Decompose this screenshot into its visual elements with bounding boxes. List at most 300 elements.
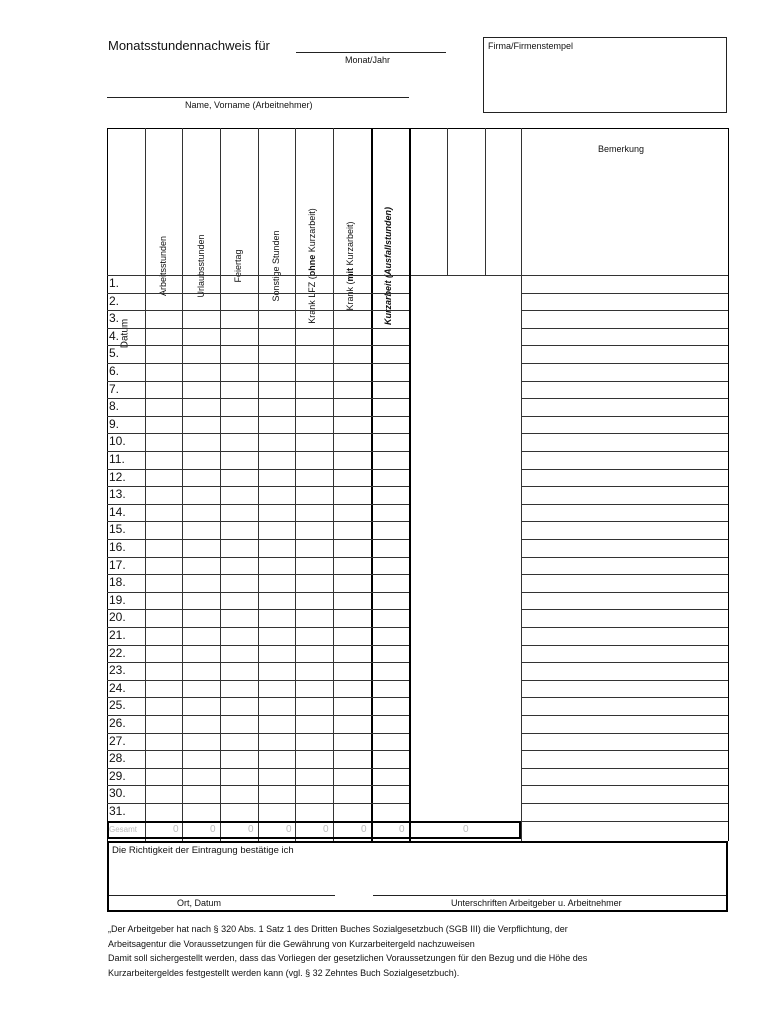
- hours-cell[interactable]: [334, 505, 370, 521]
- hours-cell[interactable]: [334, 522, 370, 538]
- hours-cell[interactable]: [221, 751, 257, 767]
- hours-cell[interactable]: [410, 487, 446, 503]
- hours-cell[interactable]: [410, 505, 446, 521]
- hours-cell[interactable]: [296, 329, 332, 345]
- hours-cell[interactable]: [259, 294, 294, 310]
- hours-cell[interactable]: [410, 329, 446, 345]
- hours-cell[interactable]: [259, 311, 294, 327]
- hours-cell[interactable]: [259, 769, 294, 785]
- hours-cell[interactable]: [372, 716, 408, 732]
- hours-cell[interactable]: [183, 751, 219, 767]
- hours-cell[interactable]: [410, 522, 446, 538]
- hours-cell[interactable]: [221, 329, 257, 345]
- hours-cell[interactable]: [259, 734, 294, 750]
- hours-cell[interactable]: [146, 346, 181, 362]
- hours-cell[interactable]: [146, 382, 181, 398]
- hours-cell[interactable]: [259, 663, 294, 679]
- hours-cell[interactable]: [146, 399, 181, 415]
- hours-cell[interactable]: [259, 382, 294, 398]
- remark-row-line: [521, 486, 728, 487]
- hours-cell[interactable]: [259, 329, 294, 345]
- hours-cell[interactable]: [410, 716, 446, 732]
- remark-row-line: [521, 609, 728, 610]
- hours-cell[interactable]: [372, 276, 408, 292]
- hours-cell[interactable]: [296, 276, 332, 292]
- hours-cell[interactable]: [183, 452, 219, 468]
- row-number: 29.: [109, 768, 126, 783]
- hours-cell[interactable]: [259, 716, 294, 732]
- hours-cell[interactable]: [259, 804, 294, 820]
- hours-cell[interactable]: [296, 769, 332, 785]
- hours-cell[interactable]: [372, 558, 408, 574]
- hours-cell[interactable]: [183, 610, 219, 626]
- hours-cell[interactable]: [372, 294, 408, 310]
- hours-cell[interactable]: [296, 522, 332, 538]
- hours-cell[interactable]: [183, 276, 219, 292]
- hours-cell[interactable]: [334, 610, 370, 626]
- hours-cell[interactable]: [372, 470, 408, 486]
- hours-cell[interactable]: [259, 505, 294, 521]
- hours-cell[interactable]: [296, 364, 332, 380]
- hours-cell[interactable]: [183, 663, 219, 679]
- hours-cell[interactable]: [221, 698, 257, 714]
- hours-cell[interactable]: [183, 417, 219, 433]
- row-number: 2.: [109, 293, 120, 308]
- hours-cell[interactable]: [146, 769, 181, 785]
- hours-cell[interactable]: [221, 575, 257, 591]
- hours-cell[interactable]: [221, 786, 257, 802]
- hours-cell[interactable]: [372, 399, 408, 415]
- hours-cell[interactable]: [372, 522, 408, 538]
- hours-cell[interactable]: [410, 646, 446, 662]
- hours-cell[interactable]: [296, 681, 332, 697]
- hours-cell[interactable]: [183, 593, 219, 609]
- hours-cell[interactable]: [259, 751, 294, 767]
- hours-cell[interactable]: [410, 698, 446, 714]
- company-stamp-box[interactable]: [483, 37, 727, 113]
- remark-row-line: [521, 328, 728, 329]
- hours-cell[interactable]: [410, 294, 446, 310]
- hours-cell[interactable]: [146, 434, 181, 450]
- remark-row-line: [521, 574, 728, 575]
- hours-cell[interactable]: [372, 804, 408, 820]
- hours-cell[interactable]: [296, 346, 332, 362]
- hours-cell[interactable]: [146, 663, 181, 679]
- hours-cell[interactable]: [183, 698, 219, 714]
- hours-cell[interactable]: [146, 558, 181, 574]
- hours-cell[interactable]: [372, 646, 408, 662]
- hours-cell[interactable]: [410, 593, 446, 609]
- hours-cell[interactable]: [372, 540, 408, 556]
- hours-cell[interactable]: [221, 399, 257, 415]
- hours-cell[interactable]: [334, 364, 370, 380]
- hours-cell[interactable]: [183, 734, 219, 750]
- hours-cell[interactable]: [221, 346, 257, 362]
- hours-cell[interactable]: [221, 522, 257, 538]
- row-number: 3.: [109, 311, 120, 326]
- hours-cell[interactable]: [146, 329, 181, 345]
- ort-datum-line[interactable]: [109, 895, 335, 896]
- row-number: 28.: [109, 751, 126, 766]
- row-number: 19.: [109, 592, 126, 607]
- remark-row-line: [521, 451, 728, 452]
- hours-cell[interactable]: [410, 346, 446, 362]
- hours-cell[interactable]: [183, 364, 219, 380]
- hours-cell[interactable]: [146, 540, 181, 556]
- hours-cell[interactable]: [183, 470, 219, 486]
- hours-cell[interactable]: [372, 575, 408, 591]
- hours-cell[interactable]: [296, 382, 332, 398]
- hours-cell[interactable]: [146, 610, 181, 626]
- hours-cell[interactable]: [410, 786, 446, 802]
- remark-row-line: [521, 398, 728, 399]
- hours-cell[interactable]: [183, 558, 219, 574]
- hours-cell[interactable]: [372, 663, 408, 679]
- hours-cell[interactable]: [334, 382, 370, 398]
- column-line: [485, 128, 486, 275]
- hours-cell[interactable]: [221, 734, 257, 750]
- hours-cell[interactable]: [259, 399, 294, 415]
- hours-cell[interactable]: [146, 311, 181, 327]
- hours-cell[interactable]: [334, 734, 370, 750]
- hours-cell[interactable]: [334, 769, 370, 785]
- row-number: 12.: [109, 469, 126, 484]
- hours-cell[interactable]: [221, 487, 257, 503]
- hours-cell[interactable]: [146, 786, 181, 802]
- hours-cell[interactable]: [259, 346, 294, 362]
- hours-cell[interactable]: [334, 311, 370, 327]
- hours-cell[interactable]: [296, 646, 332, 662]
- hours-cell[interactable]: [259, 610, 294, 626]
- legal-line-3: Damit soll sichergestellt werden, dass das Vorliegen der gesetzlichen Voraussetzungen für den Bezug und die Höhe des: [108, 953, 588, 963]
- hours-cell[interactable]: [146, 575, 181, 591]
- hours-cell[interactable]: [296, 558, 332, 574]
- total-value: 0: [248, 823, 254, 835]
- hours-cell[interactable]: [221, 417, 257, 433]
- hours-cell[interactable]: [146, 522, 181, 538]
- hours-cell[interactable]: [410, 434, 446, 450]
- hours-cell[interactable]: [183, 399, 219, 415]
- confirmation-text: Die Richtigkeit der Eintragung bestätige ich: [112, 845, 294, 856]
- hours-cell[interactable]: [146, 698, 181, 714]
- hours-cell[interactable]: [372, 311, 408, 327]
- hours-cell[interactable]: [334, 276, 370, 292]
- hours-cell[interactable]: [259, 540, 294, 556]
- signature-line[interactable]: [373, 895, 726, 896]
- header-datum: Datum: [119, 318, 131, 349]
- hours-cell[interactable]: [372, 628, 408, 644]
- hours-cell[interactable]: [334, 470, 370, 486]
- hours-cell[interactable]: [296, 593, 332, 609]
- hours-cell[interactable]: [410, 558, 446, 574]
- hours-cell[interactable]: [334, 804, 370, 820]
- hours-cell[interactable]: [410, 734, 446, 750]
- hours-cell[interactable]: [334, 540, 370, 556]
- hours-cell[interactable]: [410, 610, 446, 626]
- signature-label: Unterschriften Arbeitgeber u. Arbeitnehmer: [451, 898, 622, 908]
- hours-cell[interactable]: [183, 505, 219, 521]
- company-label: Firma/Firmenstempel: [488, 41, 574, 51]
- hours-cell[interactable]: [296, 505, 332, 521]
- hours-cell[interactable]: [410, 311, 446, 327]
- hours-cell[interactable]: [410, 575, 446, 591]
- hours-cell[interactable]: [183, 346, 219, 362]
- row-number: 23.: [109, 663, 126, 678]
- hours-cell[interactable]: [334, 593, 370, 609]
- table-border-top: [107, 128, 728, 129]
- hours-cell[interactable]: [183, 522, 219, 538]
- hours-cell[interactable]: [410, 382, 446, 398]
- hours-cell[interactable]: [334, 294, 370, 310]
- hours-cell[interactable]: [221, 804, 257, 820]
- hours-cell[interactable]: [146, 452, 181, 468]
- hours-cell[interactable]: [296, 804, 332, 820]
- hours-cell[interactable]: [146, 294, 181, 310]
- hours-cell[interactable]: [296, 294, 332, 310]
- hours-cell[interactable]: [183, 311, 219, 327]
- row-number: 11.: [109, 452, 125, 466]
- hours-cell[interactable]: [372, 610, 408, 626]
- hours-cell[interactable]: [146, 716, 181, 732]
- hours-cell[interactable]: [221, 610, 257, 626]
- hours-cell[interactable]: [183, 646, 219, 662]
- hours-cell[interactable]: [259, 558, 294, 574]
- hours-cell[interactable]: [221, 646, 257, 662]
- hours-cell[interactable]: [334, 786, 370, 802]
- header-urlaubsstunden: Urlaubsstunden: [196, 234, 206, 298]
- hours-cell[interactable]: [146, 751, 181, 767]
- hours-cell[interactable]: [259, 487, 294, 503]
- hours-cell[interactable]: [259, 628, 294, 644]
- row-number: 31.: [109, 804, 126, 818]
- hours-cell[interactable]: [221, 311, 257, 327]
- hours-cell[interactable]: [221, 716, 257, 732]
- hours-cell[interactable]: [146, 628, 181, 644]
- hours-cell[interactable]: [296, 751, 332, 767]
- hours-cell[interactable]: [334, 417, 370, 433]
- hours-cell[interactable]: [183, 329, 219, 345]
- hours-cell[interactable]: [410, 364, 446, 380]
- remark-row-line: [521, 416, 728, 417]
- hours-cell[interactable]: [221, 540, 257, 556]
- row-number: 25.: [109, 698, 126, 713]
- total-value: 0: [323, 823, 329, 835]
- hours-cell[interactable]: [296, 786, 332, 802]
- hours-cell[interactable]: [410, 540, 446, 556]
- hours-cell[interactable]: [259, 434, 294, 450]
- hours-cell[interactable]: [372, 417, 408, 433]
- hours-cell[interactable]: [146, 593, 181, 609]
- hours-cell[interactable]: [183, 716, 219, 732]
- total-value: 0: [286, 823, 292, 835]
- hours-cell[interactable]: [259, 698, 294, 714]
- remark-row-line: [521, 627, 728, 628]
- hours-cell[interactable]: [146, 804, 181, 820]
- hours-cell[interactable]: [296, 311, 332, 327]
- hours-cell[interactable]: [296, 716, 332, 732]
- hours-cell[interactable]: [372, 434, 408, 450]
- hours-cell[interactable]: [296, 610, 332, 626]
- hours-cell[interactable]: [259, 452, 294, 468]
- hours-cell[interactable]: [334, 681, 370, 697]
- remark-row-line: [521, 785, 728, 786]
- hours-cell[interactable]: [296, 540, 332, 556]
- hours-cell[interactable]: [221, 382, 257, 398]
- hours-cell[interactable]: [296, 628, 332, 644]
- hours-cell[interactable]: [372, 487, 408, 503]
- hours-cell[interactable]: [410, 769, 446, 785]
- hours-cell[interactable]: [221, 470, 257, 486]
- hours-cell[interactable]: [334, 399, 370, 415]
- hours-cell[interactable]: [296, 417, 332, 433]
- hours-cell[interactable]: [221, 558, 257, 574]
- hours-cell[interactable]: [221, 276, 257, 292]
- hours-cell[interactable]: [296, 434, 332, 450]
- hours-cell[interactable]: [334, 716, 370, 732]
- hours-cell[interactable]: [146, 646, 181, 662]
- month-line[interactable]: [296, 52, 446, 53]
- hours-cell[interactable]: [372, 329, 408, 345]
- hours-cell[interactable]: [146, 681, 181, 697]
- header-arbeitsstunden: Arbeitsstunden: [158, 235, 168, 297]
- hours-cell[interactable]: [372, 505, 408, 521]
- hours-cell[interactable]: [221, 452, 257, 468]
- hours-cell[interactable]: [146, 417, 181, 433]
- hours-cell[interactable]: [410, 681, 446, 697]
- hours-cell[interactable]: [372, 452, 408, 468]
- remark-row-line: [521, 733, 728, 734]
- hours-cell[interactable]: [146, 487, 181, 503]
- hours-cell[interactable]: [221, 663, 257, 679]
- hours-cell[interactable]: [296, 698, 332, 714]
- hours-cell[interactable]: [146, 505, 181, 521]
- remark-row-line: [521, 645, 728, 646]
- hours-cell[interactable]: [259, 575, 294, 591]
- hours-cell[interactable]: [183, 769, 219, 785]
- hours-cell[interactable]: [183, 382, 219, 398]
- hours-cell[interactable]: [183, 575, 219, 591]
- hours-cell[interactable]: [334, 452, 370, 468]
- hours-cell[interactable]: [221, 769, 257, 785]
- hours-cell[interactable]: [334, 575, 370, 591]
- hours-cell[interactable]: [259, 522, 294, 538]
- hours-cell[interactable]: [183, 540, 219, 556]
- hours-cell[interactable]: [410, 628, 446, 644]
- hours-cell[interactable]: [296, 470, 332, 486]
- hours-cell[interactable]: [372, 734, 408, 750]
- hours-cell[interactable]: [183, 786, 219, 802]
- hours-cell[interactable]: [183, 681, 219, 697]
- hours-cell[interactable]: [183, 628, 219, 644]
- hours-cell[interactable]: [334, 698, 370, 714]
- hours-cell[interactable]: [221, 593, 257, 609]
- hours-cell[interactable]: [296, 734, 332, 750]
- hours-cell[interactable]: [259, 417, 294, 433]
- hours-cell[interactable]: [334, 558, 370, 574]
- hours-cell[interactable]: [410, 663, 446, 679]
- hours-cell[interactable]: [146, 364, 181, 380]
- hours-cell[interactable]: [334, 628, 370, 644]
- hours-cell[interactable]: [221, 364, 257, 380]
- hours-cell[interactable]: [334, 346, 370, 362]
- hours-cell[interactable]: [372, 346, 408, 362]
- hours-cell[interactable]: [296, 452, 332, 468]
- hours-cell[interactable]: [334, 663, 370, 679]
- hours-cell[interactable]: [221, 681, 257, 697]
- hours-cell[interactable]: [334, 751, 370, 767]
- hours-cell[interactable]: [296, 487, 332, 503]
- hours-cell[interactable]: [183, 487, 219, 503]
- hours-cell[interactable]: [372, 769, 408, 785]
- name-label: Name, Vorname (Arbeitnehmer): [185, 100, 313, 110]
- hours-cell[interactable]: [372, 698, 408, 714]
- table-border-right: [728, 128, 729, 841]
- hours-cell[interactable]: [259, 593, 294, 609]
- remark-row-line: [521, 433, 728, 434]
- hours-cell[interactable]: [296, 399, 332, 415]
- name-line[interactable]: [107, 97, 409, 98]
- hours-cell[interactable]: [334, 487, 370, 503]
- hours-cell[interactable]: [372, 751, 408, 767]
- hours-cell[interactable]: [183, 294, 219, 310]
- hours-cell[interactable]: [372, 681, 408, 697]
- hours-cell[interactable]: [410, 276, 446, 292]
- hours-cell[interactable]: [183, 434, 219, 450]
- hours-cell[interactable]: [146, 734, 181, 750]
- total-value: 0: [361, 823, 367, 835]
- row-number: 1.: [109, 276, 120, 290]
- hours-cell[interactable]: [410, 417, 446, 433]
- hours-cell[interactable]: [221, 294, 257, 310]
- hours-cell[interactable]: [410, 804, 446, 820]
- row-number: 13.: [109, 487, 126, 502]
- hours-cell[interactable]: [410, 452, 446, 468]
- remark-row-line: [521, 592, 728, 593]
- hours-cell[interactable]: [221, 505, 257, 521]
- column-line: [447, 128, 448, 275]
- hours-cell[interactable]: [410, 470, 446, 486]
- hours-cell[interactable]: [259, 646, 294, 662]
- month-label: Monat/Jahr: [345, 55, 391, 65]
- hours-cell[interactable]: [334, 434, 370, 450]
- hours-cell[interactable]: [183, 804, 219, 820]
- hours-cell[interactable]: [372, 593, 408, 609]
- column-line: [521, 128, 522, 841]
- hours-cell[interactable]: [372, 364, 408, 380]
- hours-cell[interactable]: [372, 786, 408, 802]
- row-number: 16.: [109, 540, 126, 554]
- hours-cell[interactable]: [259, 276, 294, 292]
- hours-cell[interactable]: [259, 470, 294, 486]
- hours-cell[interactable]: [146, 470, 181, 486]
- hours-cell[interactable]: [334, 329, 370, 345]
- remark-row-line: [521, 821, 728, 822]
- hours-cell[interactable]: [334, 646, 370, 662]
- hours-cell[interactable]: [259, 364, 294, 380]
- hours-cell[interactable]: [221, 628, 257, 644]
- hours-cell[interactable]: [146, 276, 181, 292]
- hours-cell[interactable]: [296, 575, 332, 591]
- hours-cell[interactable]: [410, 399, 446, 415]
- total-value: 0: [399, 823, 405, 835]
- hours-cell[interactable]: [221, 434, 257, 450]
- hours-cell[interactable]: [259, 681, 294, 697]
- hours-cell[interactable]: [259, 786, 294, 802]
- hours-cell[interactable]: [296, 663, 332, 679]
- hours-cell[interactable]: [372, 382, 408, 398]
- hours-cell[interactable]: [410, 751, 446, 767]
- remark-row-line: [521, 293, 728, 294]
